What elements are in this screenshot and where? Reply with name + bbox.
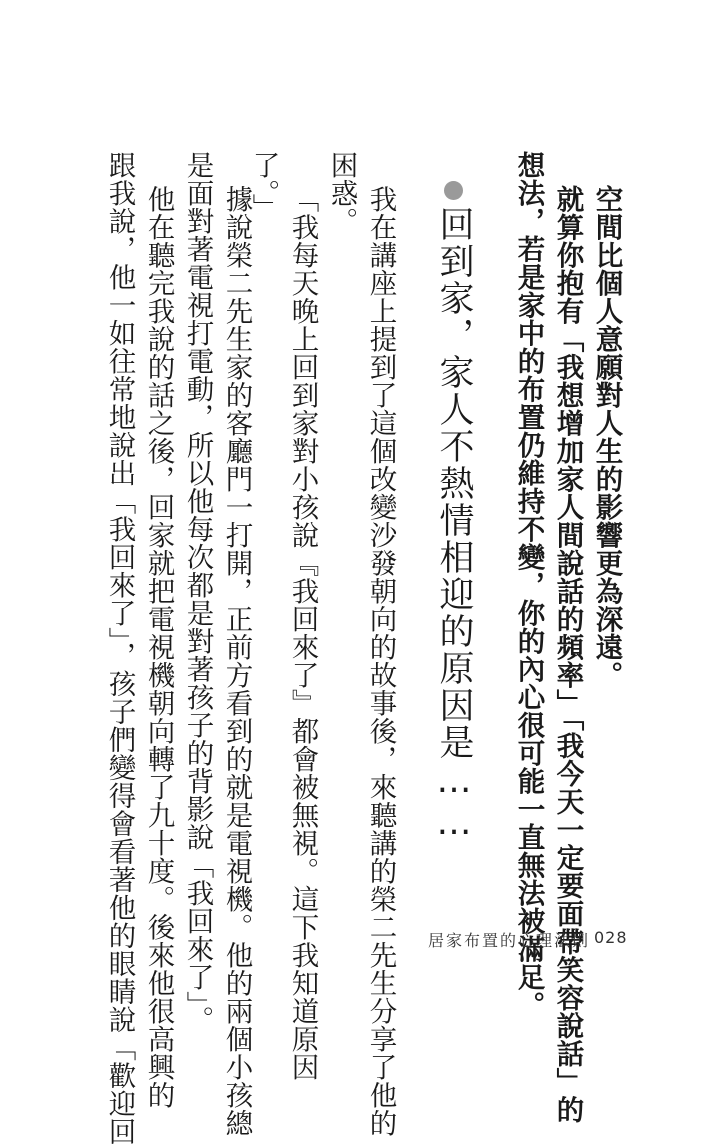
text-column-11: 他在聽完我說的話之後，回家就把電視機朝向轉了九十度。後來他很高興的 [142,185,175,1109]
text-column-12: 跟我說，他一如往常地說出「我回來了」，孩子們變得會看著他的眼睛說「歡迎回 [103,151,136,1145]
text-column-6: 困惑。 [325,151,358,235]
footer-book-title: 居家布置的心理法則 [428,931,591,950]
text-column-2: 就算你抱有「我想增加家人間說話的頻率」「我今天一定要面帶笑容說話」的 [551,185,584,1124]
section-bullet-icon [444,181,463,200]
text-column-7: 「我每天晚上回到家對小孩說『我回來了』都會被無視。這下我知道原因 [286,185,319,1081]
text-column-10: 是面對著電視打電動，所以他每次都是對著孩子的背影說「我回來了」。 [181,151,214,1034]
footer-page-number: 028 [594,928,628,947]
text-column-3: 想法，若是家中的布置仍維持不變，你的內心很可能一直無法被滿足。 [512,151,545,1019]
text-column-1: 空間比個人意願對人生的影響更為深遠。 [590,185,623,689]
section-heading: 回到家，家人不熱情相迎的原因是…… [434,206,474,845]
text-column-5: 我在講座上提到了這個改變沙發朝向的故事後，來聽講的榮二先生分享了他的 [364,185,397,1137]
text-column-9: 據說榮二先生家的客廳門一打開，正前方看到的就是電視機。他的兩個小孩總 [220,185,253,1137]
text-column-8: 了。」 [247,151,280,222]
